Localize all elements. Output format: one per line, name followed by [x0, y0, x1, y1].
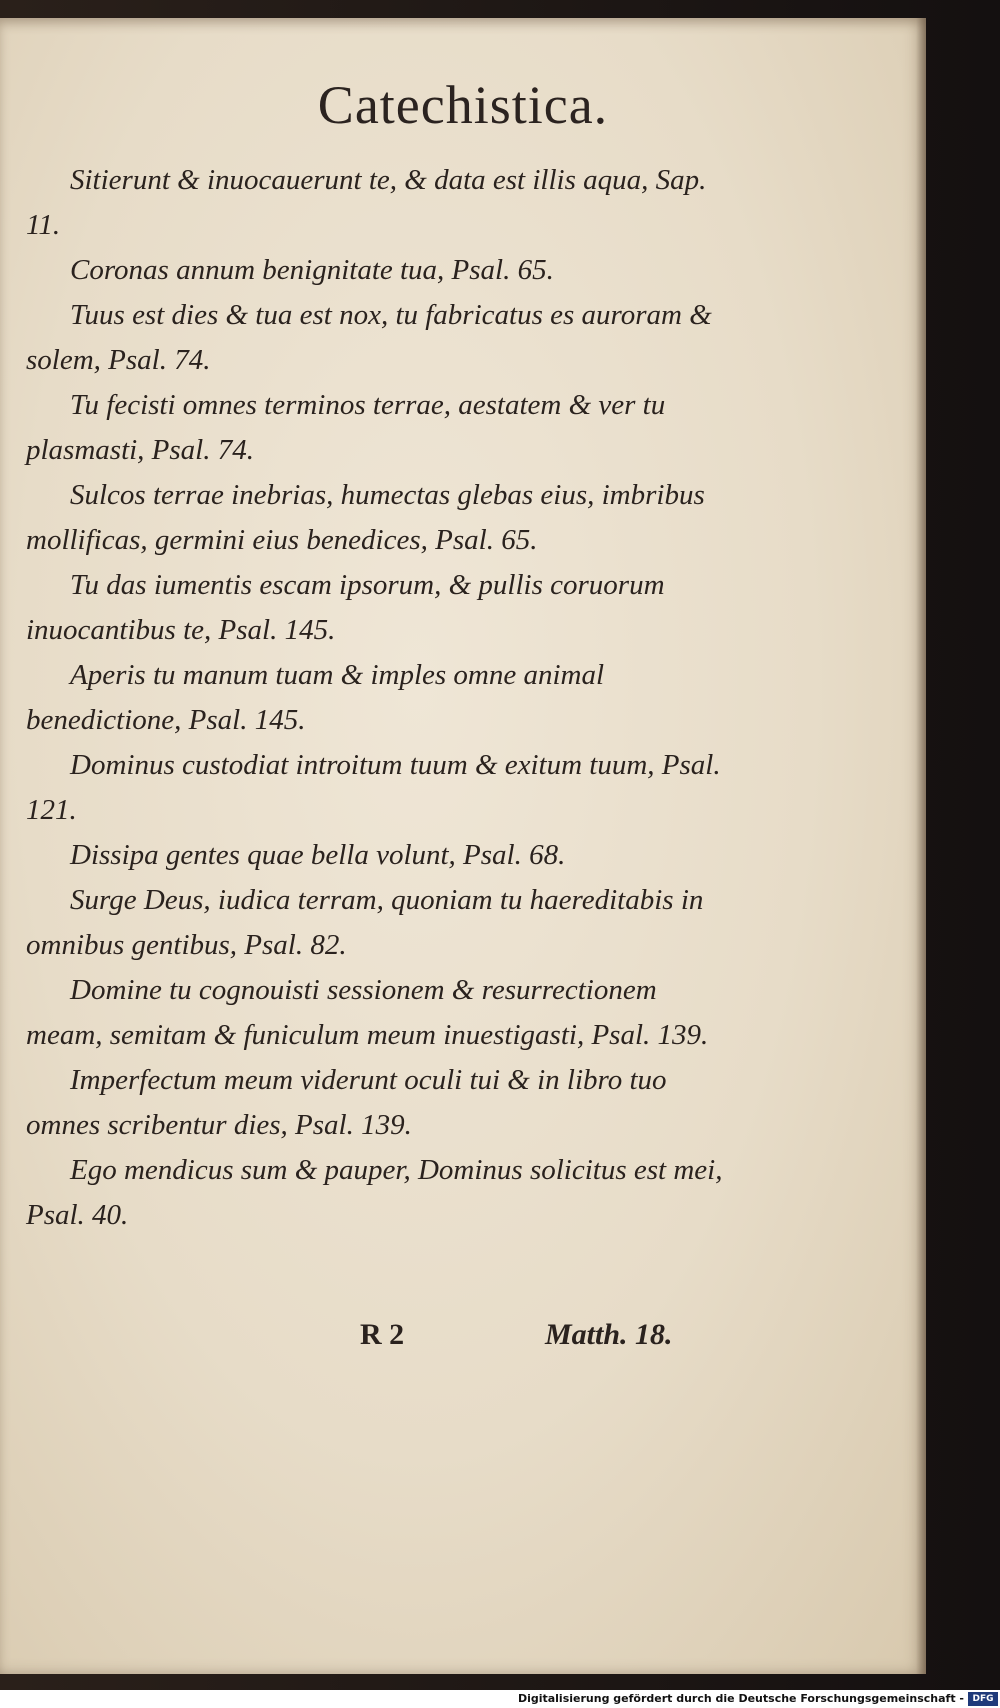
text-entry: Tuus est dies & tua est nox, tu fabricatus es auroram & solem, Psal. 74. — [26, 299, 712, 376]
text-entry: Sulcos terrae inebrias, humectas glebas eius, imbribus mollificas, germini eius benedices, Psal. 65. — [26, 479, 705, 556]
text-entry: Coronas annum benignitate tua, Psal. 65. — [70, 254, 554, 286]
page-edge-shadow — [916, 18, 926, 1674]
text-entry: Tu das iumentis escam ipsorum, & pullis coruorum inuocantibus te, Psal. 145. — [26, 569, 665, 646]
text-entry: Dominus custodiat introitum tuum & exitum tuum, Psal. 121. — [26, 749, 721, 826]
dfg-logo-icon: DFG — [968, 1692, 998, 1706]
text-entry: Tu fecisti omnes terminos terrae, aestatem & ver tu plasmasti, Psal. 74. — [26, 389, 666, 466]
text-entry: Domine tu cognouisti sessionem & resurrectionem meam, semitam & funiculum meum inuestigasti, Psal. 139. — [26, 974, 709, 1051]
catchword: Matth. 18. — [545, 1318, 673, 1351]
text-entry: Imperfectum meum viderunt oculi tui & in libro tuo omnes scribentur dies, Psal. 139. — [26, 1064, 667, 1141]
text-entry: Surge Deus, iudica terram, quoniam tu haereditabis in omnibus gentibus, Psal. 82. — [26, 884, 704, 961]
credit-bar — [0, 1690, 1000, 1708]
text-entry: Ego mendicus sum & pauper, Dominus solicitus est mei, Psal. 40. — [26, 1154, 723, 1231]
text-entry: Sitierunt & inuocauerunt te, & data est illis aqua, Sap. 11. — [26, 164, 707, 241]
text-block — [26, 158, 726, 1238]
running-head: Catechistica. — [317, 75, 609, 135]
funding-credit: Digitalisierung gefördert durch die Deutsche Forschungsgemeinschaft - — [517, 1692, 964, 1705]
book-page — [0, 18, 926, 1674]
text-entry: Aperis tu manum tuam & imples omne animal benedictione, Psal. 145. — [26, 659, 605, 736]
signature-mark: R 2 — [360, 1318, 405, 1351]
text-entry: Dissipa gentes quae bella volunt, Psal. 68. — [70, 839, 566, 871]
